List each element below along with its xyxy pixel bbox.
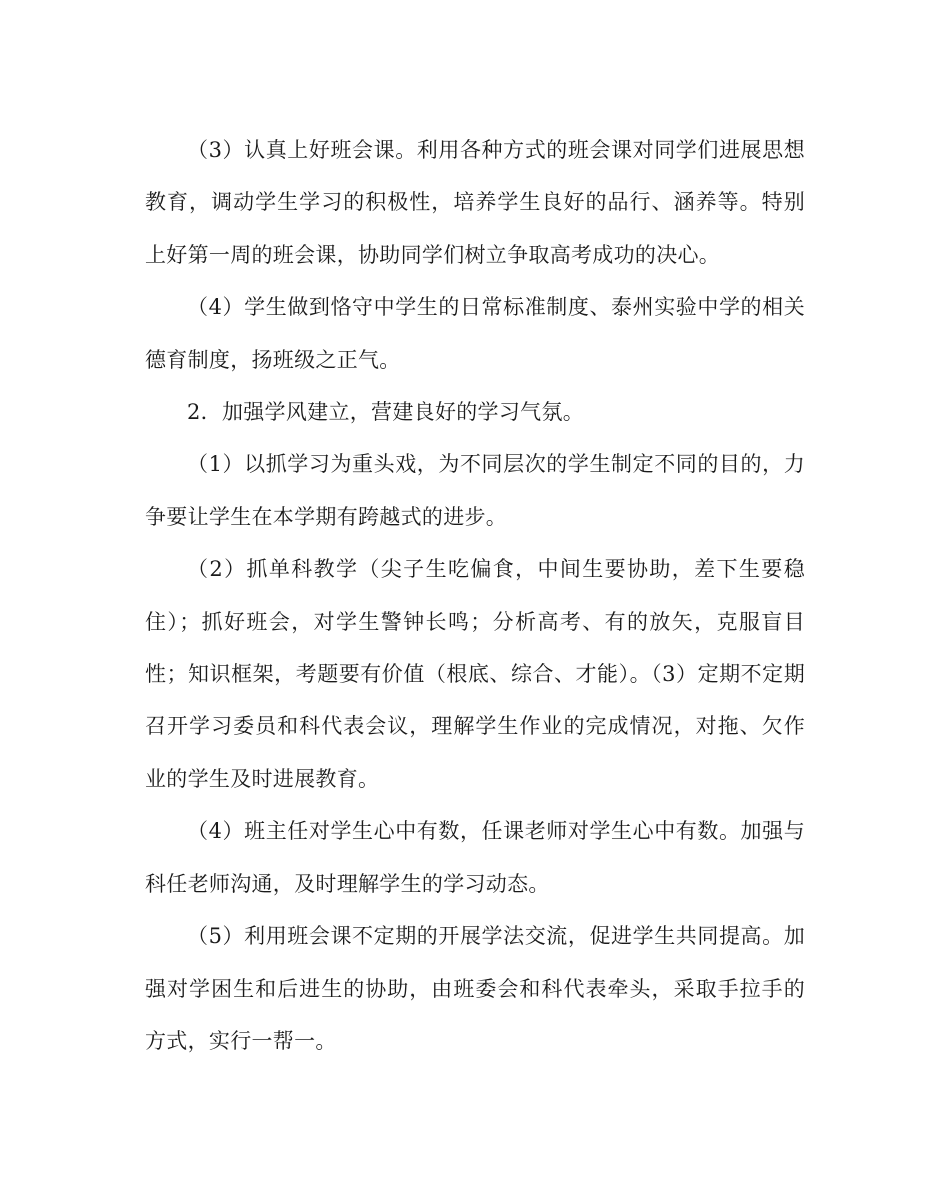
- paragraph-class-meeting: （3）认真上好班会课。利用各种方式的班会课对同学们进展思想教育，调动学生学习的积极性，培养学生良好的品行、涵养等。特别上好第一周的班会课，协助同学们树立争取高考成功的决心。: [145, 138, 805, 267]
- document-body: [145, 124, 805, 1067]
- paragraph-subject-teaching: （2）抓单科教学（尖子生吃偏食，中间生要协助，差下生要稳住）；抓好班会，对学生警钟长鸣；分析高考、有的放矢，克服盲目性；知识框架，考题要有价值（根底、综合、才能）。（3）定期不定期召开学习委员和科代表会议，理解学生作业的完成情况，对拖、欠作业的学生及时进展教育。: [145, 557, 805, 791]
- paragraph-teacher-awareness: （4）班主任对学生心中有数，任课老师对学生心中有数。加强与科任老师沟通，及时理解学生的学习动态。: [145, 819, 805, 896]
- paragraph-study-focus: （1）以抓学习为重头戏，为不同层次的学生制定不同的目的，力争要让学生在本学期有跨越式的进步。: [145, 452, 805, 529]
- paragraph-discipline: （4）学生做到恪守中学生的日常标准制度、泰州实验中学的相关德育制度，扬班级之正气。: [145, 295, 805, 372]
- paragraph-study-atmosphere-heading: 2．加强学风建立，营建良好的学习气氛。: [187, 400, 585, 425]
- paragraph-study-exchange: （5）利用班会课不定期的开展学法交流，促进学生共同提高。加强对学困生和后进生的协助，由班委会和科代表牵头，采取手拉手的方式，实行一帮一。: [145, 924, 805, 1053]
